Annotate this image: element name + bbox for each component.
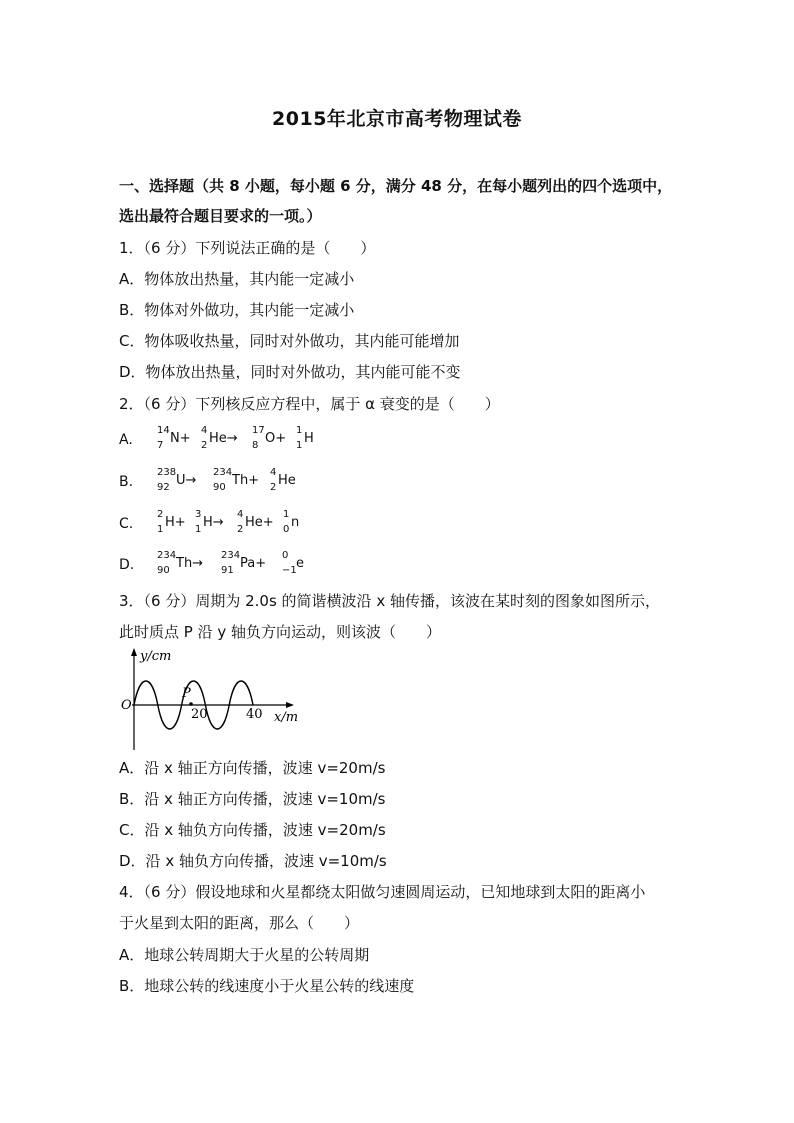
q3-option-d: D．沿 x 轴负方向传播，波速 v=10m/s <box>119 852 387 870</box>
q2-option-a-label: A. <box>119 432 133 448</box>
q2-option-b-label: B. <box>119 474 134 490</box>
q1-stem: 1．（6 分）下列说法正确的是（ ） <box>119 239 376 257</box>
wave-figure <box>118 646 308 754</box>
q3-stem-line1: 3．（6 分）周期为 2.0s 的简谐横波沿 x 轴传播，该波在某时刻的图象如图所示， <box>119 592 660 610</box>
q4-option-b: B．地球公转的线速度小于火星公转的线速度 <box>119 977 415 995</box>
q1-option-c: C．物体吸收热量，同时对外做功，其内能可能增加 <box>119 332 460 350</box>
q3-option-b: B．沿 x 轴正方向传播，波速 v=10m/s <box>119 790 386 808</box>
origin-label: O <box>121 698 132 713</box>
page-title: 2015年北京市高考物理试卷 <box>272 108 522 130</box>
q4-option-a: A．地球公转周期大于火星的公转周期 <box>119 946 370 964</box>
section-header-line2: 选出最符合题目要求的一项。） <box>119 207 322 225</box>
q2-option-d: D. 234 90 Th→ 234 91 Pa+ 0 −1 e <box>119 550 304 576</box>
q3-stem-line2: 此时质点 P 沿 y 轴负方向运动，则该波（ ） <box>119 623 441 641</box>
q2-option-c-label: C. <box>119 516 134 532</box>
q2-option-c: C. 2 1 H+ 3 1 H→ 4 2 He+ 1 0 n <box>119 509 300 535</box>
y-axis-arrow-icon <box>131 648 137 656</box>
q1-option-a: A．物体放出热量，其内能一定减小 <box>119 270 355 288</box>
section-header-line1: 一、选择题（共 8 小题，每小题 6 分，满分 48 分，在每小题列出的四个选项中， <box>119 177 673 195</box>
x-tick-20: 20 <box>191 707 208 722</box>
q2-stem: 2．（6 分）下列核反应方程中，属于 α 衰变的是（ ） <box>119 395 500 413</box>
q2-option-a: A. 14 7 N+ 4 2 He→ 17 8 O+ 1 1 H <box>119 425 314 451</box>
point-p-label: P <box>182 686 191 701</box>
q1-option-d: D．物体放出热量，同时对外做功，其内能可能不变 <box>119 363 461 381</box>
point-p <box>189 702 193 706</box>
q4-stem-line2: 于火星到太阳的距离，那么（ ） <box>119 914 360 932</box>
q2-option-b: B. 238 92 U→ 234 90 Th+ 4 2 He <box>119 467 296 493</box>
q1-option-b: B．物体对外做功，其内能一定减小 <box>119 301 355 319</box>
q3-option-a: A．沿 x 轴正方向传播，波速 v=20m/s <box>119 759 386 777</box>
y-axis-label: y/cm <box>140 649 172 664</box>
q2-option-d-label: D. <box>119 557 135 573</box>
x-tick-40: 40 <box>246 707 263 722</box>
q3-option-c: C．沿 x 轴负方向传播，波速 v=20m/s <box>119 821 386 839</box>
x-axis-label: x/m <box>274 710 299 725</box>
x-axis-arrow-icon <box>286 702 294 708</box>
q4-stem-line1: 4．（6 分）假设地球和火星都绕太阳做匀速圆周运动，已知地球到太阳的距离小 <box>119 883 646 901</box>
